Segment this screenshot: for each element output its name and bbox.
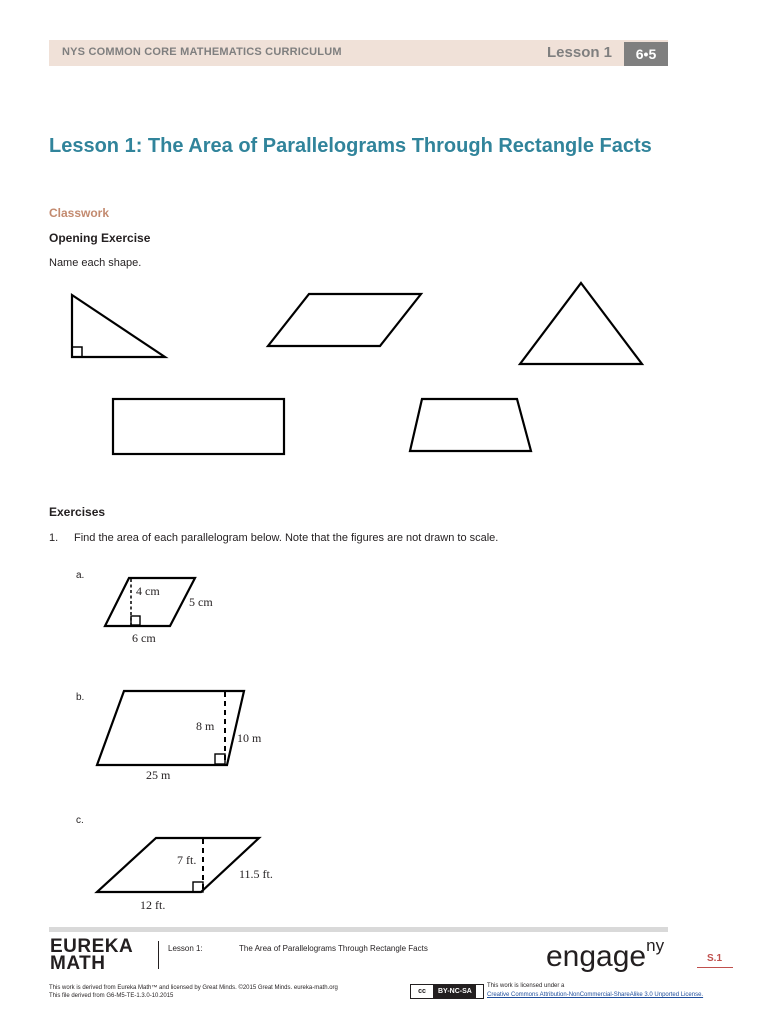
exercise-b-label: b.: [76, 692, 85, 703]
exercise-c-height: 7 ft.: [177, 853, 197, 867]
exercise-b-side: 10 m: [237, 731, 262, 745]
exercise-prompt: Find the area of each parallelogram below. Note that the figures are not drawn to scale.: [74, 532, 499, 544]
cc-icon: cc: [411, 985, 434, 998]
logo-line-1: EUREKA: [50, 936, 134, 957]
engage-sup: ny: [646, 936, 665, 955]
cc-license-badge: [410, 984, 484, 999]
license-link[interactable]: Creative Commons Attribution-NonCommercial-ShareAlike 3.0 Unported License.: [487, 992, 704, 998]
exercise-b-base: 25 m: [146, 768, 171, 782]
exercise-a-label: a.: [76, 570, 85, 581]
page-number-underline: [697, 967, 733, 968]
classwork-heading: Classwork: [49, 206, 110, 220]
exercise-a-height: 4 cm: [136, 584, 160, 598]
eureka-math-logo: [50, 938, 133, 972]
exercise-a-side: 5 cm: [189, 595, 213, 609]
exercise-b-height: 8 m: [196, 719, 215, 733]
opening-exercise-heading: Opening Exercise: [49, 231, 151, 245]
footer-separator: [158, 941, 159, 969]
footer-lesson-ref: Lesson 1:: [168, 944, 203, 953]
footer-divider: [49, 927, 668, 932]
footer-lesson-title: The Area of Parallelograms Through Rectangle Facts: [239, 944, 428, 953]
exercise-c-side: 11.5 ft.: [239, 867, 273, 881]
exercises-heading: Exercises: [49, 505, 106, 519]
cc-license-type: BY-NC-SA: [434, 985, 476, 998]
license-text: This work is licensed under a: [487, 983, 565, 989]
logo-line-2: MATH: [50, 953, 106, 974]
engage-text: engage: [546, 940, 647, 973]
exercise-a-base: 6 cm: [132, 631, 156, 645]
page-title: Lesson 1: The Area of Parallelograms Through Rectangle Facts: [49, 135, 652, 157]
curriculum-title: NYS COMMON CORE MATHEMATICS CURRICULUM: [62, 46, 342, 58]
credit-line-2: This file derived from G6-M5-TE-1.3.0-10.2015: [49, 993, 174, 999]
credit-line-1: This work is derived from Eureka Math™ and licensed by Great Minds. ©2015 Great Minds. eureka-math.org: [49, 985, 338, 991]
lesson-label: Lesson 1: [547, 44, 613, 61]
grade-module-badge: 6•5: [624, 42, 668, 66]
engageny-logo: [546, 936, 665, 974]
opening-exercise-prompt: Name each shape.: [49, 257, 142, 269]
exercise-number: 1.: [49, 532, 59, 544]
exercise-c-label: c.: [76, 815, 84, 826]
exercise-c-base: 12 ft.: [140, 898, 166, 912]
page-number: S.1: [707, 953, 723, 964]
